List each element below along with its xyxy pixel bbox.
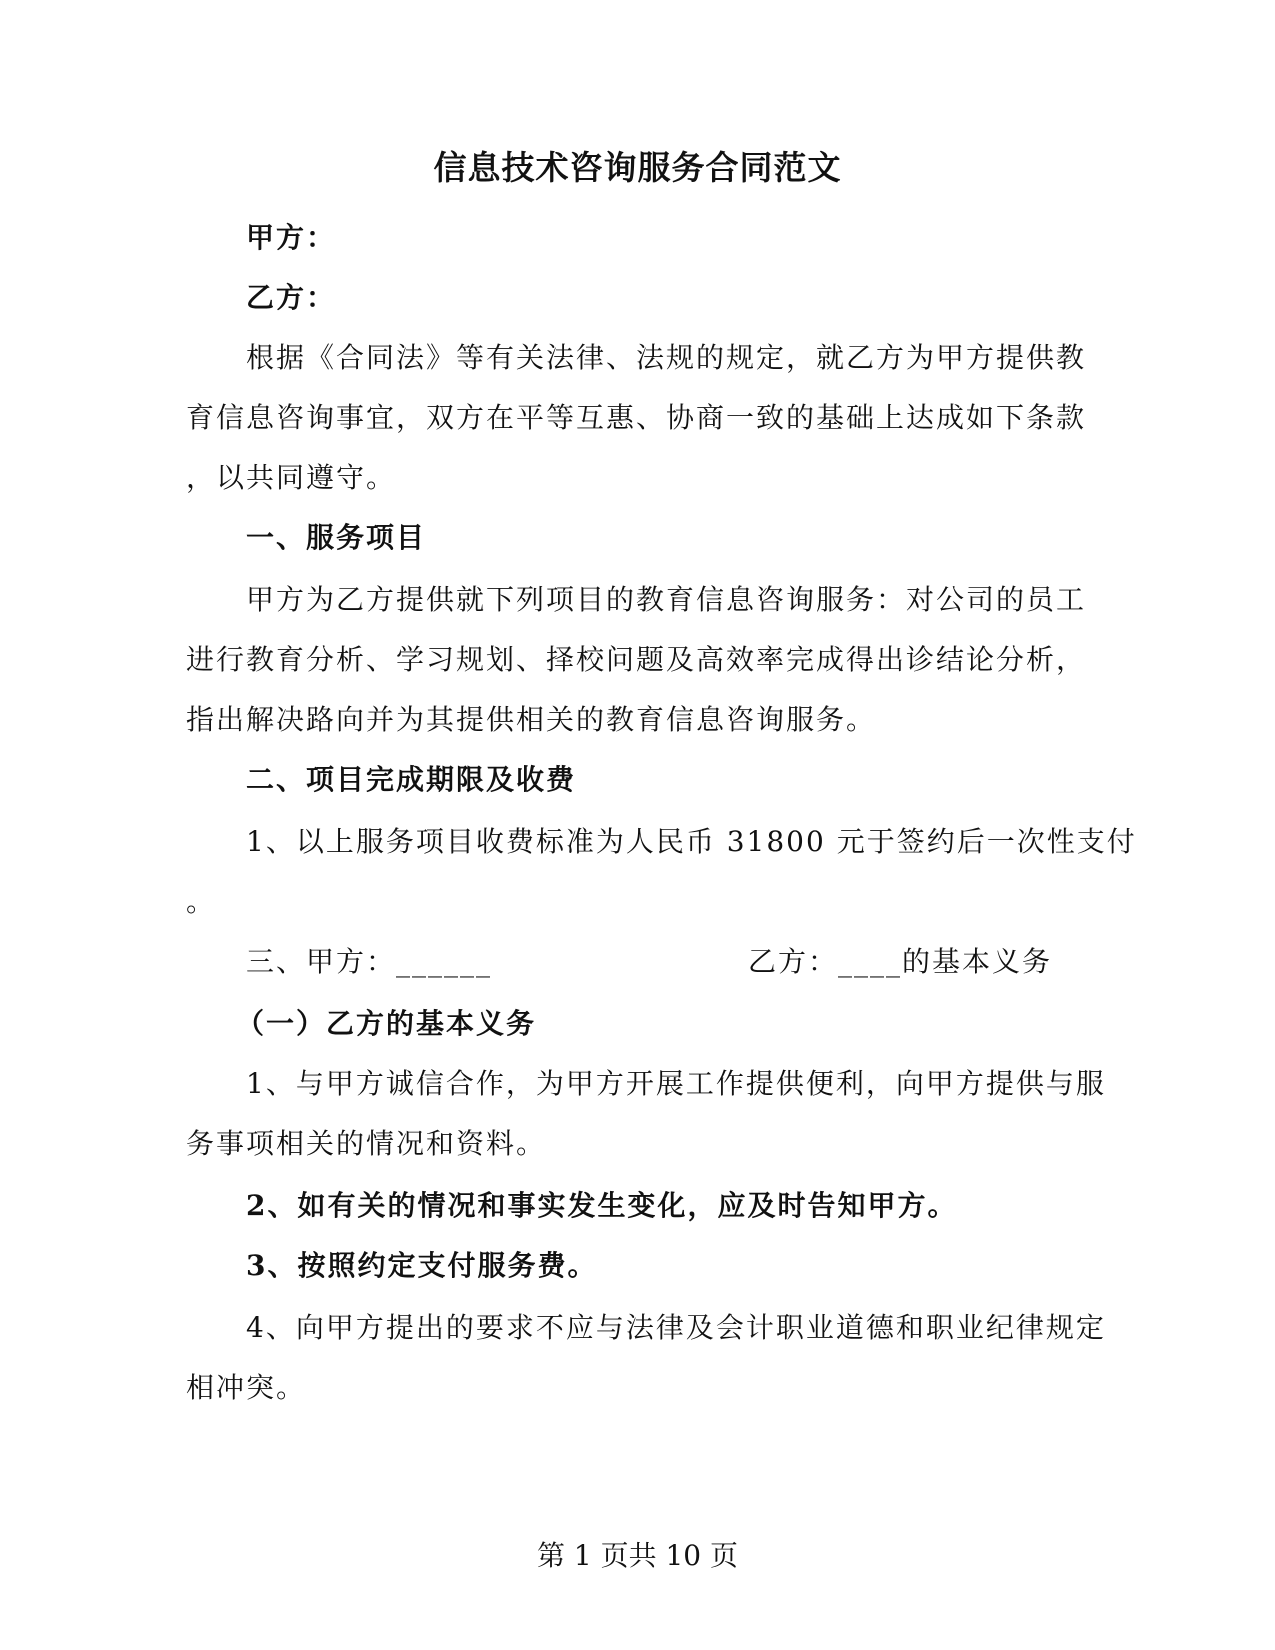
section1-heading: 一、服务项目 — [246, 521, 427, 554]
intro-line-1: 根据《合同法》等有关法律、法规的规定，就乙方为甲方提供教 — [246, 341, 1087, 374]
page-footer: 第 1 页共 10 页 — [536, 1539, 739, 1572]
item4-line-1: 4、向甲方提出的要求不应与法律及会计职业道德和职业纪律规定 — [246, 1311, 1106, 1344]
party-a-label: 甲方： — [246, 221, 337, 254]
item1-line-2: 务事项相关的情况和资料。 — [186, 1127, 547, 1160]
party-b-label: 乙方： — [246, 281, 337, 314]
item3-line: 3、按照约定支付服务费。 — [246, 1249, 598, 1282]
item4-line-2: 相冲突。 — [186, 1371, 307, 1404]
section1-line-3: 指出解决路向并为其提供相关的教育信息咨询服务。 — [186, 703, 877, 736]
section2-heading: 二、项目完成期限及收费 — [246, 763, 577, 796]
subsection-heading: （一）乙方的基本义务 — [236, 1007, 537, 1040]
item2-line: 2、如有关的情况和事实发生变化，应及时告知甲方。 — [246, 1189, 958, 1222]
section1-line-2: 进行教育分析、学习规划、择校问题及高效率完成得出诊结论分析， — [186, 643, 1087, 676]
document-title: 信息技术咨询服务合同范文 — [433, 148, 842, 187]
section1-line-1: 甲方为乙方提供就下列项目的教育信息咨询服务：对公司的员工 — [246, 583, 1087, 616]
section2-line-2: 。 — [186, 885, 217, 918]
section2-line-1: 1、以上服务项目收费标准为人民币 31800 元于签约后一次性支付 — [246, 825, 1137, 858]
item1-line-1: 1、与甲方诚信合作，为甲方开展工作提供便利，向甲方提供与服 — [246, 1067, 1106, 1100]
section3-party-a: 三、甲方：______ — [246, 945, 493, 978]
section3-party-b: 乙方：____的基本义务 — [748, 945, 1053, 978]
intro-line-2: 育信息咨询事宜，双方在平等互惠、协商一致的基础上达成如下条款 — [186, 401, 1087, 434]
intro-line-3: ，以共同遵守。 — [186, 461, 397, 494]
